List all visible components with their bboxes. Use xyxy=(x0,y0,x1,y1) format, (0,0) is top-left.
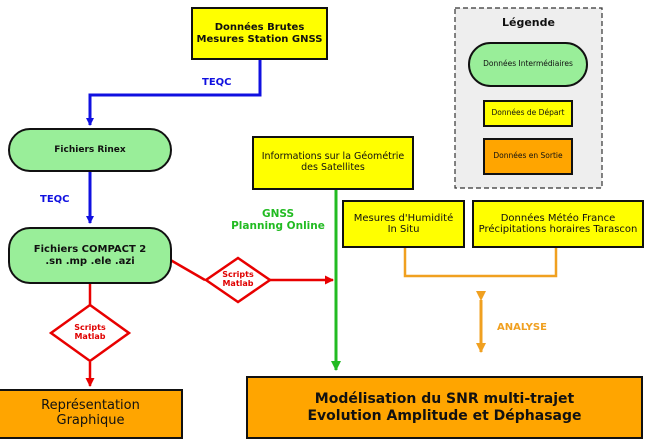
teqc-label-mid: TEQC xyxy=(40,194,70,205)
gnss-planning-line2: Planning Online xyxy=(231,220,325,233)
legend-intermediate-label: Données Intermédiaires xyxy=(483,59,573,69)
compact-line1: Fichiers COMPACT 2 xyxy=(33,244,147,255)
modelisation-box xyxy=(246,376,643,439)
raw-data-line1: Données Brutes xyxy=(214,22,305,33)
humidity-line1: Mesures d'Humidité xyxy=(353,212,454,224)
representation-box xyxy=(0,389,183,439)
analyse-bracket xyxy=(405,247,556,276)
scripts-right-line2: Matlab xyxy=(222,279,254,288)
raw-data-line2: Mesures Station GNSS xyxy=(196,33,323,45)
rinex-label: Fichiers Rinex xyxy=(54,144,126,155)
raw-data-box xyxy=(191,7,328,60)
meteo-line1: Données Météo France xyxy=(500,212,616,224)
legend-output-label: Données en Sortie xyxy=(493,151,563,161)
geometry-line1: Informations sur la Géométrie xyxy=(261,151,405,163)
representation-line2: Graphique xyxy=(56,413,125,428)
gnss-planning-line1: GNSS xyxy=(261,208,295,220)
scripts-label-down xyxy=(60,321,120,345)
teqc-label-top: TEQC xyxy=(202,77,232,88)
legend-start xyxy=(483,100,573,127)
scripts-down-line1: Scripts xyxy=(74,323,106,333)
rinex-node xyxy=(8,128,172,172)
meteo-line2: Précipitations horaires Tarascon xyxy=(478,224,638,235)
humidity-line2: In Situ xyxy=(387,224,420,235)
arrow-compact-to-right xyxy=(167,258,205,280)
modelisation-line2: Evolution Amplitude et Déphasage xyxy=(307,407,582,424)
arrow-raw-to-rinex xyxy=(90,60,260,125)
analyse-label: ANALYSE xyxy=(497,322,547,333)
legend-title: Légende xyxy=(502,16,555,29)
representation-line1: Représentation xyxy=(41,398,140,414)
modelisation-line1: Modélisation du SNR multi-trajet xyxy=(314,391,575,408)
legend-output xyxy=(483,138,573,175)
scripts-label-right xyxy=(210,268,266,292)
scripts-right-line1: Scripts xyxy=(222,270,254,280)
geometry-box xyxy=(252,136,414,190)
geometry-line2: des Satellites xyxy=(301,162,365,173)
legend-start-label: Données de Départ xyxy=(491,108,565,118)
compact-node xyxy=(8,227,172,284)
meteo-box xyxy=(472,200,644,248)
humidity-box xyxy=(342,200,465,248)
scripts-down-line2: Matlab xyxy=(74,332,106,341)
compact-line2: .sn .mp .ele .azi xyxy=(45,255,135,267)
legend-intermediate xyxy=(468,42,588,87)
gnss-planning-label xyxy=(222,208,334,232)
